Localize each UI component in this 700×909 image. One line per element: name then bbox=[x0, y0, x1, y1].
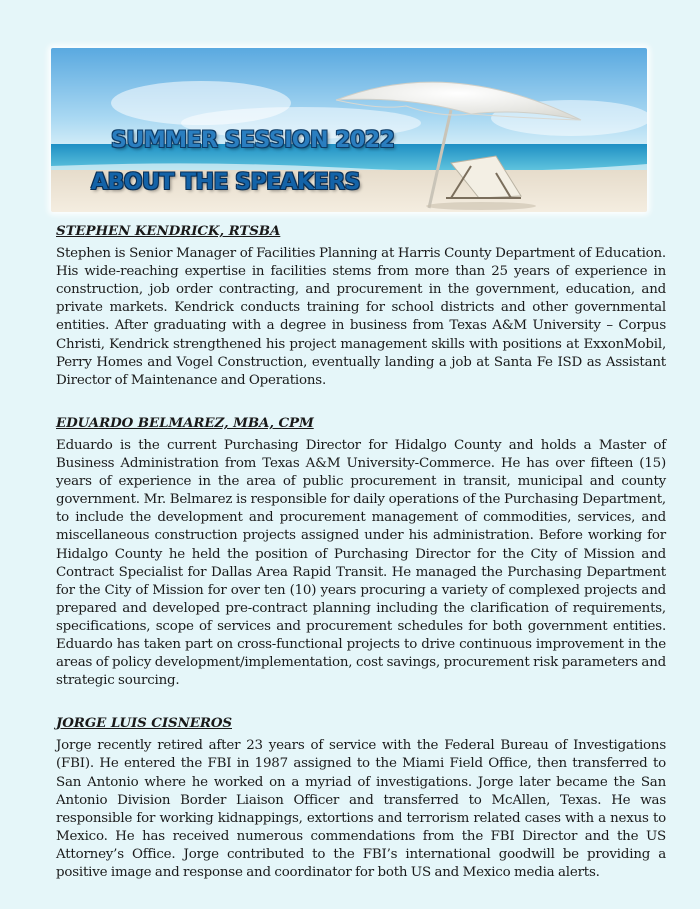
speaker-name: STEPHEN KENDRICK, RTSBA bbox=[56, 223, 281, 239]
speaker-section bbox=[56, 222, 666, 390]
header-banner bbox=[51, 48, 647, 212]
speakers-heading: ABOUT THE SPEAKERS bbox=[91, 170, 361, 195]
speaker-bio: Stephen is Senior Manager of Facilities Planning at Harris County Department of Education. His wide-reaching expertise in facilities stems from more than 25 years of experience in construction, job order contracting, and procurement in the government, education, and private markets. Kendrick conducts training for school districts and other governmental entities. After graduating with a degree in business from Texas A&M University – Corpus Christi, Kendrick strengthened his project management skills with positions at ExxonMobil, Perry Homes and Vogel Construction, eventually landing a job at Santa Fe ISD as Assistant Director of Maintenance and Operations. bbox=[56, 246, 666, 388]
speaker-section bbox=[56, 714, 666, 882]
speaker-bio: Jorge recently retired after 23 years of service with the Federal Bureau of Investigations (FBI). He entered the FBI in 1987 assigned to the Miami Field Office, then transferred to San Antonio where he worked on a myriad of investigations. Jorge later became the San Antonio Division Border Liaison Officer and transferred to McAllen, Texas. He was responsible for working kidnappings, extortions and terrorism related cases with a nexus to Mexico. He has received numerous commendations from the FBI Director and the US Attorney’s Office. Jorge contributed to the FBI’s international goodwill be providing a positive image and response and coordinator for both US and Mexico media alerts. bbox=[56, 738, 666, 880]
speaker-name: JORGE LUIS CISNEROS bbox=[56, 715, 232, 732]
speaker-name: EDUARDO BELMAREZ, MBA, CPM bbox=[56, 414, 314, 431]
speakers-content bbox=[56, 222, 666, 906]
session-title: SUMMER SESSION 2022 bbox=[111, 128, 395, 153]
speaker-section bbox=[56, 414, 666, 690]
speaker-bio: Eduardo is the current Purchasing Director for Hidalgo County and holds a Master of Business Administration from Texas A&M University-Commerce. He has over fifteen (15) years of experience in the area of public procurement in transit, municipal and county government. Mr. Belmarez is responsible for daily operations of the Purchasing Department, to include the development and procurement management of commodities, services, and miscellaneous construction projects assigned under his administration. Before working for Hidalgo County he held the position of Purchasing Director for the City of Mission and Contract Specialist for Dallas Area Rapid Transit. He managed the Purchasing Department for the City of Mission for over ten (10) years procuring a variety of complexed projects and prepared and developed pre-contract planning including the clarification of requirements, specifications, scope of services and procurement schedules for both government entities. Eduardo has taken part on cross-functional projects to drive continuous improvement in the areas of policy development/implementation, cost savings, procurement risk parameters and strategic sourcing. bbox=[56, 437, 666, 689]
